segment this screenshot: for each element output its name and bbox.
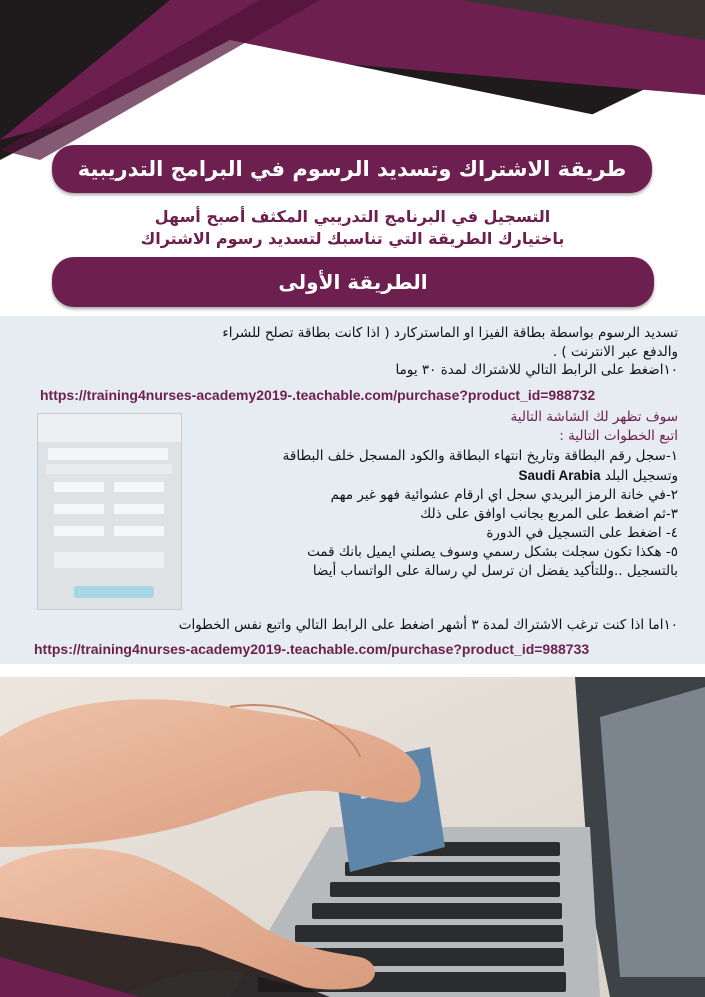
step-5-line-1: ٥- هكذا تكون سجلت بشكل رسمي وسوف يصلني ايميل بانك قمت: [307, 544, 678, 560]
click-30-days: ١٠اضغط على الرابط التالي للاشتراك لمدة ٣٠ يوما: [395, 362, 678, 378]
checkout-screenshot-button: [74, 586, 154, 598]
step-4: ٤- اضغط على التسجيل في الدورة: [486, 525, 678, 541]
intro-line-2: والدفع عبر الانترنت ) .: [552, 344, 678, 360]
method-heading: [52, 257, 654, 307]
subtitle-line-2: باختيارك الطريقة التي تناسبك لتسديد رسوم الاشتراك: [140, 229, 565, 248]
page-title: [52, 145, 652, 193]
step-3: ٣-ثم اضغط على المربع بجانب اوافق على ذلك: [420, 506, 678, 522]
checkout-screenshot-image: [37, 413, 182, 610]
step-5-line-2: بالتسجيل ..وللتأكيد يفضل ان ترسل لي رسالة على الواتساب أيضا: [312, 563, 678, 579]
checkout-screenshot-header: [38, 414, 181, 442]
step-1-line-2: [190, 466, 678, 486]
step-1-country: Saudi Arabia: [518, 468, 601, 483]
hands-credit-card-laptop-photo: [0, 677, 705, 997]
follow-steps-text: اتبع الخطوات التالية :: [559, 428, 678, 444]
click-3-months: ١٠اما اذا كنت ترغب الاشتراك لمدة ٣ أشهر اضغط على الرابط التالي واتبع نفس الخطوات: [178, 617, 678, 633]
page-title-text: طريقة الاشتراك وتسديد الرسوم في البرامج التدريبية: [77, 157, 627, 181]
step-1-line-1: ١-سجل رقم البطاقة وتاريخ انتهاء البطاقة والكود المسجل خلف البطاقة: [282, 448, 678, 464]
link-3-months[interactable]: https://training4nurses-academy2019-.teachable.com/purchase?product_id=988733: [34, 641, 590, 657]
header-decoration: [0, 0, 705, 160]
intro-line-1: تسديد الرسوم بواسطة بطاقة الفيزا او الماستركارد ( اذا كانت بطاقة تصلح للشراء: [222, 325, 678, 341]
step-1-prefix: وتسجيل البلد: [600, 468, 678, 484]
method-heading-text: الطريقة الأولى: [278, 270, 428, 294]
step-2: ٢-في خانة الرمز البريدي سجل اي ارقام عشوائية فهو غير مهم: [330, 487, 678, 503]
subtitle-line-1: التسجيل في البرنامج التدريبي المكثف أصبح أسهل: [154, 207, 551, 226]
screen-appears-text: سوف تظهر لك الشاشة التالية: [510, 409, 678, 425]
link-30-days[interactable]: https://training4nurses-academy2019-.teachable.com/purchase?product_id=988732: [40, 387, 596, 403]
